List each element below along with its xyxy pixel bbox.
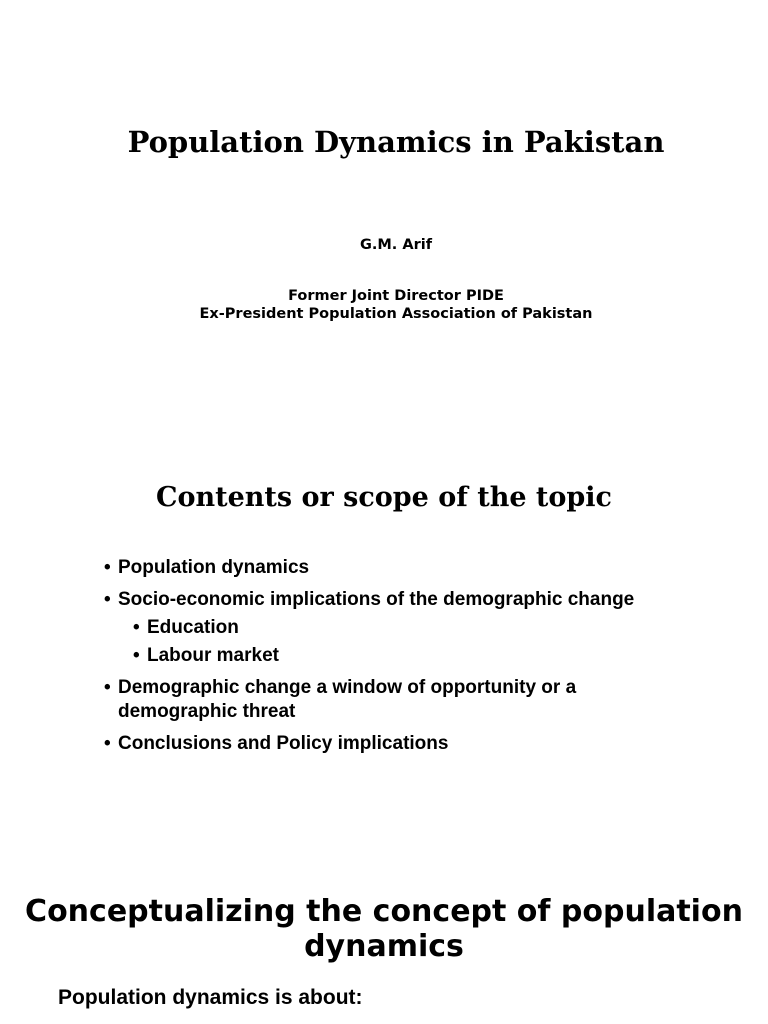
affiliation-line: Former Joint Director PIDE	[288, 288, 504, 304]
slide-title: Population Dynamics in Pakistan	[127, 125, 665, 159]
author-name: G.M. Arif	[359, 237, 433, 253]
list-item-text: Demographic change a window of opportunity or a demographic threat	[118, 677, 577, 722]
bullet-icon: •	[104, 589, 111, 610]
concept-body: Population dynamics is about:	[58, 986, 363, 1009]
bullet-icon: •	[104, 677, 111, 698]
list-item-text: Conclusions and Policy implications	[118, 733, 449, 754]
bullet-icon: •	[104, 557, 111, 578]
bullet-icon: •	[133, 645, 140, 666]
bullet-icon: •	[133, 617, 140, 638]
contents-title: Contents or scope of the topic	[156, 482, 612, 513]
list-item-text: Population dynamics	[118, 557, 310, 578]
list-item-text: Education	[147, 617, 239, 638]
affiliation-line: Ex-President Population Association of Pakistan	[199, 305, 593, 322]
bullet-icon: •	[104, 733, 111, 754]
list-item-text: Labour market	[147, 645, 279, 666]
concept-title: Conceptualizing the concept of population dynamics	[25, 894, 743, 964]
list-item-text: Socio-economic implications of the demographic change	[118, 589, 635, 610]
